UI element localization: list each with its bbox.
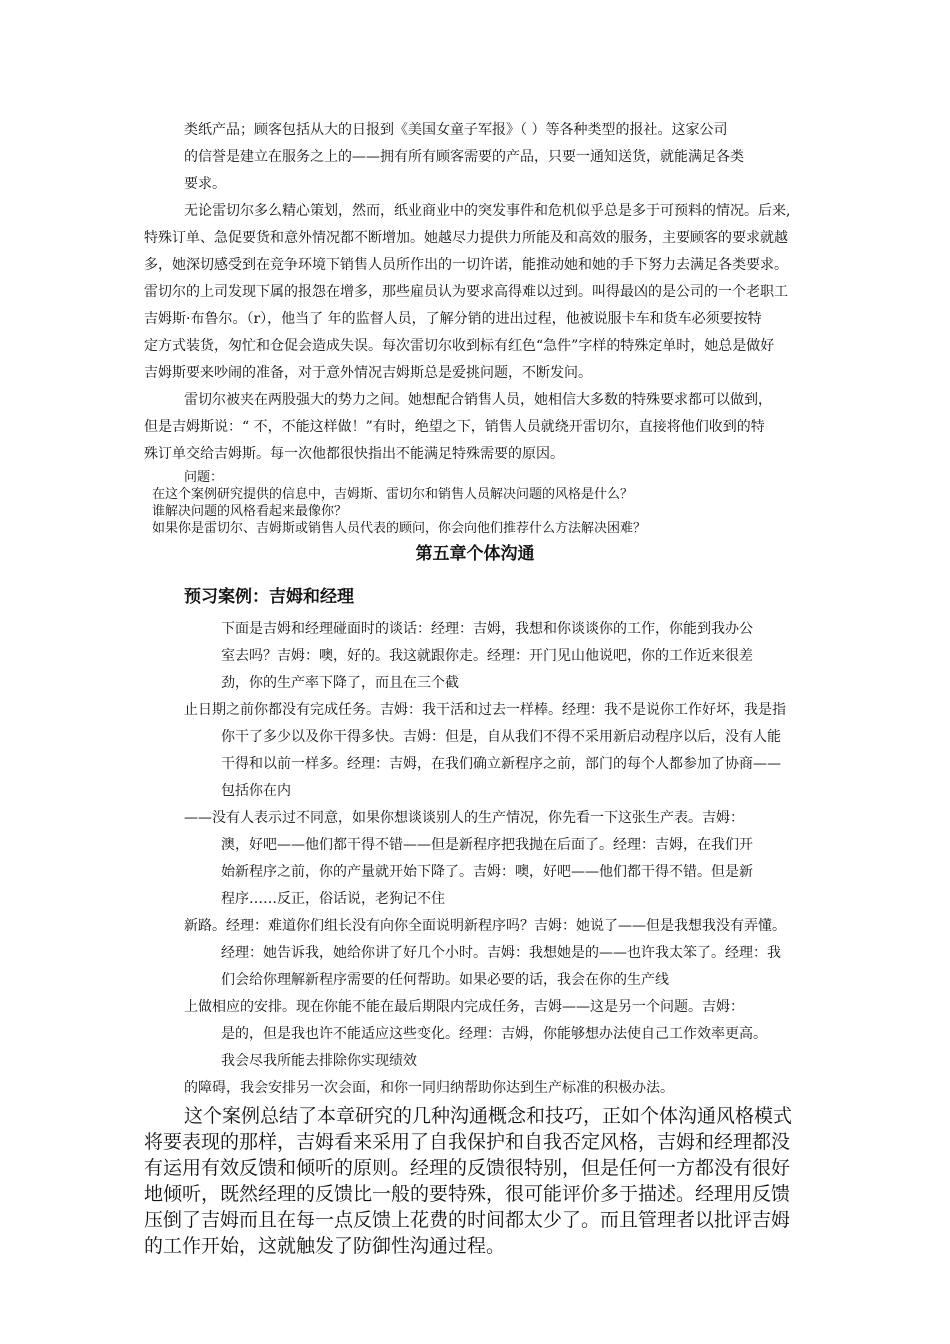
dialogue-line: 室去吗？吉姆：噢，好的。我这就跟你走。经理：开门见山他说吧，你的工作近来很差 xyxy=(221,648,753,664)
summary-line: 地倾听，既然经理的反馈比一般的要特殊，很可能评价多于描述。经理用反馈 xyxy=(144,1183,791,1205)
dialogue-line: 劲，你的生产率下降了，而且在三个截 xyxy=(221,675,459,691)
question-item: 谁解决问题的风格看起来最像你？ xyxy=(152,504,348,519)
text-line: 定方式装货，匆忙和仓促会造成失误。每次雷切尔收到标有红色“急件”字样的特殊定单时，她总是做好 xyxy=(144,338,775,354)
summary-line: 有运用有效反馈和倾听的原则。经理的反馈很特别，但是任何一方都没有很好 xyxy=(144,1157,791,1179)
dialogue-line: ——没有人表示过不同意，如果你想谈谈别人的生产情况，你先看一下这张生产表。吉姆： xyxy=(184,810,744,826)
summary-line: 将要表现的那样，吉姆看来采用了自我保护和自我否定风格，吉姆和经理都没 xyxy=(144,1131,791,1153)
dialogue-line: 我会尽我所能去排除你实现绩效 xyxy=(221,1053,417,1069)
text-line: 雷切尔被夹在两股强大的势力之间。她想配合销售人员，她相信大多数的特殊要求都可以做到， xyxy=(184,392,772,408)
question-item: 在这个案例研究提供的信息中，吉姆斯、雷切尔和销售人员解决问题的风格是什么？ xyxy=(152,487,634,502)
dialogue-line: 新路。经理：难道你们组长没有向你全面说明新程序吗？吉姆：她说了——但是我想我没有弄懂。 xyxy=(184,918,786,934)
summary-line: 压倒了吉姆而且在每一点反馈上花费的时间都太少了。而且管理者以批评吉姆 xyxy=(144,1209,791,1231)
dialogue-line: 下面是吉姆和经理碰面时的谈话：经理：吉姆，我想和你谈谈你的工作，你能到我办公 xyxy=(221,621,753,637)
chapter-title: 第五章个体沟通 xyxy=(415,544,535,564)
text-line: 吉姆斯·布鲁尔。（r），他当了 年的监督人员，了解分销的进出过程，他被说服卡车和货车必须要按特 xyxy=(144,311,762,327)
text-line: 多，她深切感受到在竞争环境下销售人员所作出的一切许诺，能推动她和她的手下努力去满足各类要求。 xyxy=(144,257,788,273)
dialogue-line: 始新程序之前，你的产量就开始下降了。吉姆：噢，好吧——他们都干得不错。但是新 xyxy=(221,864,753,880)
dialogue-line: 上做相应的安排。现在你能不能在最后期限内完成任务，吉姆——这是另一个问题。吉姆： xyxy=(184,999,744,1015)
text-line: 特殊订单、急促要货和意外情况都不断增加。她越尽力提供力所能及和高效的服务，主要顾客的要求就越 xyxy=(144,230,788,246)
text-line: 要求。 xyxy=(184,176,226,192)
dialogue-line: 你干了多少以及你干得多快。吉姆：但是，自从我们不得不采用新启动程序以后，没有人能 xyxy=(221,729,781,745)
text-line: 吉姆斯要来吵闹的准备，对于意外情况吉姆斯总是爱挑问题，不断发问。 xyxy=(144,365,592,381)
dialogue-line: 们会给你理解新程序需要的任何帮助。如果必要的话，我会在你的生产线 xyxy=(221,972,669,988)
text-line: 雷切尔的上司发现下属的报怨在增多，那些雇员认为要求高得难以过到。叫得最凶的是公司的一个老职工 xyxy=(144,284,788,300)
text-line: 类纸产品；顾客包括从大的日报到《美国女童子军报》（ ）等各种类型的报社。这家公司 xyxy=(184,122,728,138)
text-line: 殊订单交给吉姆斯。每一次他都很快指出不能满足特殊需要的原因。 xyxy=(144,446,564,462)
summary-line: 的工作开始，这就触发了防御性沟通过程。 xyxy=(144,1235,506,1257)
text-line: 但是吉姆斯说：“ 不，不能这样做！”有时，绝望之下，销售人员就绕开雷切尔，直接将他们收到的特 xyxy=(144,419,765,435)
case-title: 预习案例：吉姆和经理 xyxy=(184,587,354,607)
summary-line: 这个案例总结了本章研究的几种沟通概念和技巧，正如个体沟通风格模式 xyxy=(184,1105,793,1127)
question-item: 如果你是雷切尔、吉姆斯或销售人员代表的顾问，你会向他们推荐什么方法解决困难？ xyxy=(152,521,647,536)
questions-title: 问题： xyxy=(184,470,224,485)
dialogue-line: 包括你在内 xyxy=(221,783,291,799)
dialogue-line: 经理：她告诉我，她给你讲了好几个小时。吉姆：我想她是的——也许我太笨了。经理：我 xyxy=(221,945,781,961)
dialogue-line: 干得和以前一样多。经理：吉姆，在我们确立新程序之前，部门的每个人都参加了协商—— xyxy=(221,756,781,772)
dialogue-line: 的障碍，我会安排另一次会面，和你一同归纳帮助你达到生产标准的积极办法。 xyxy=(184,1080,674,1096)
dialogue-line: 程序……反正，俗话说，老狗记不住 xyxy=(221,891,445,907)
text-line: 无论雷切尔多么精心策划，然而，纸业商业中的突发事件和危机似乎总是多于可预料的情况。后来, xyxy=(184,203,791,219)
dialogue-line: 止日期之前你都没有完成任务。吉姆：我干活和过去一样棒。经理：我不是说你工作好坏，我是指 xyxy=(184,702,786,718)
dialogue-line: 澳，好吧——他们都干得不错——但是新程序把我抛在后面了。经理：吉姆，在我们开 xyxy=(221,837,753,853)
dialogue-line: 是的，但是我也许不能适应这些变化。经理：吉姆，你能够想办法使自己工作效率更高。 xyxy=(221,1026,767,1042)
text-line: 的信誉是建立在服务之上的——拥有所有顾客需要的产品，只要一通知送货，就能满足各类 xyxy=(184,149,744,165)
